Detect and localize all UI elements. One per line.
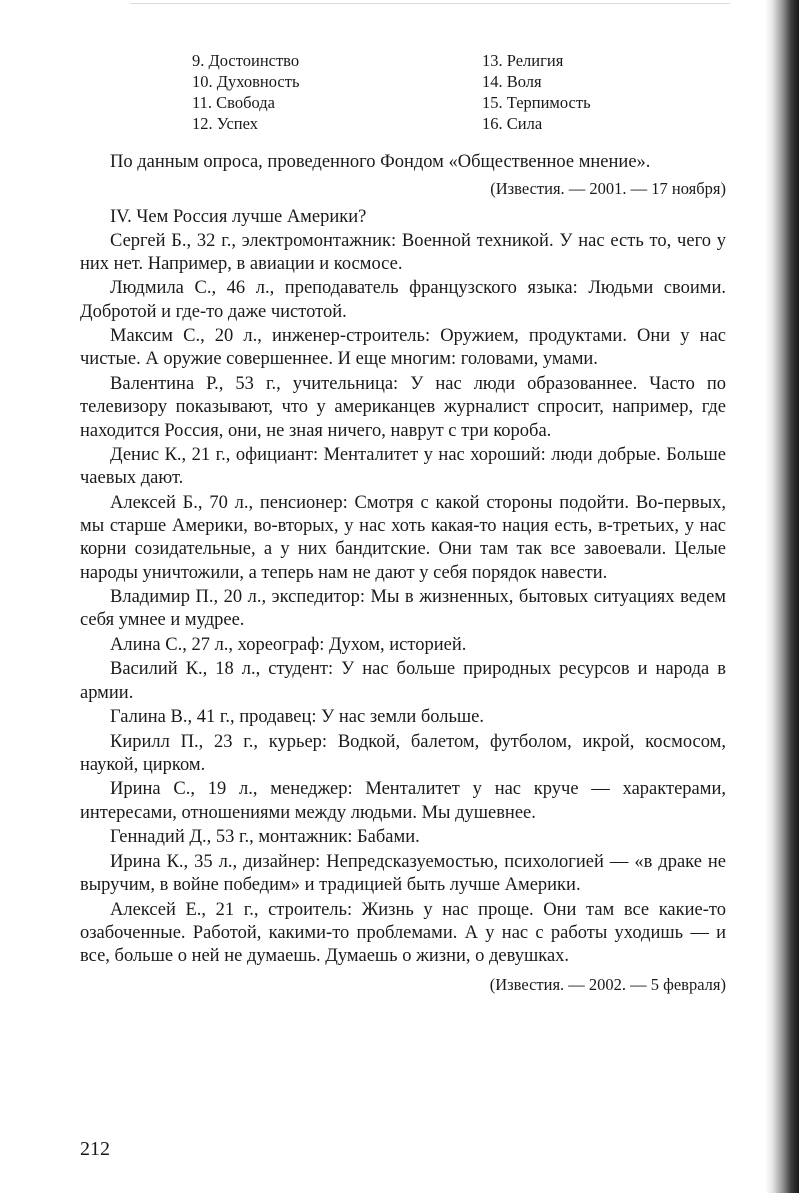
section-heading: IV. Чем Россия лучше Америки? <box>110 207 367 228</box>
answer-paragraph: Алексей Е., 21 г., строитель: Жизнь у нас проще. Они там все какие-то озабоченные. Работой, какими-то проблемами. А у нас с работы уходишь — и все, больше о ней не думаешь. Думаешь о жизни, о девушках. <box>80 899 726 967</box>
answer-paragraph: Геннадий Д., 53 г., монтажник: Бабами. <box>110 827 420 848</box>
values-list-left-column <box>192 50 482 134</box>
source-citation: (Известия. — 2001. — 17 ноября) <box>490 179 726 199</box>
answers-list <box>80 230 726 969</box>
answer-paragraph: Владимир П., 20 л., экспедитор: Мы в жизненных, бытовых ситуациях ведем себя умнее и мудрее. <box>80 587 726 631</box>
book-spine-shadow <box>765 0 799 1193</box>
list-item: 10. Духовность <box>192 72 300 91</box>
answer-paragraph: Кирилл П., 23 г., курьер: Водкой, балетом, футболом, икрой, космосом, наукой, цирком. <box>80 731 726 775</box>
page-number: 212 <box>80 1138 110 1160</box>
list-item: 9. Достоинство <box>192 51 300 70</box>
answer-paragraph: Максим С., 20 л., инженер-строитель: Оружием, продуктами. Они у нас чистые. А оружие совершеннее. И еще многим: головами, умами. <box>80 326 726 370</box>
answer-paragraph: Валентина Р., 53 г., учительница: У нас люди образованнее. Часто по телевизору показывают, что у американцев журналист спросит, например, где находится Россия, они, не зная ничего, наврут с три короба. <box>80 373 726 441</box>
answer-paragraph: Денис К., 21 г., официант: Менталитет у нас хороший: люди добрые. Больше чаевых дают. <box>80 445 726 489</box>
answer-paragraph: Сергей Б., 32 г., электромонтажник: Военной техникой. У нас есть то, чего у них нет. Например, в авиации и космосе. <box>80 230 726 274</box>
answer-paragraph: Алина С., 27 л., хореограф: Духом, историей. <box>110 634 467 655</box>
list-item: 15. Терпимость <box>482 93 591 112</box>
list-item: 14. Воля <box>482 72 542 91</box>
answer-paragraph: Людмила С., 46 л., преподаватель французского языка: Людьми своими. Добротой и где-то даже чистотой. <box>80 278 726 322</box>
answer-paragraph: Галина В., 41 г., продавец: У нас земли больше. <box>110 707 485 728</box>
list-item: 12. Успех <box>192 114 258 133</box>
source-citation: (Известия. — 2002. — 5 февраля) <box>489 975 726 995</box>
answer-paragraph: Ирина С., 19 л., менеджер: Менталитет у нас круче — характерами, интересами, отношениями между людьми. Мы душевнее. <box>80 779 726 823</box>
list-item: 11. Свобода <box>192 93 275 112</box>
answer-paragraph: Ирина К., 35 л., дизайнер: Непредсказуемостью, психологией — «в драке не выручим, в войне победим» и традицией быть лучше Америки. <box>80 851 726 896</box>
book-page <box>80 50 726 1002</box>
list-item: 16. Сила <box>482 114 543 133</box>
answer-paragraph: Василий К., 18 л., студент: У нас больше природных ресурсов и народа в армии. <box>80 659 726 703</box>
page-top-edge <box>130 3 730 4</box>
values-list-right-column <box>482 50 591 134</box>
values-list <box>192 50 726 134</box>
list-item: 13. Религия <box>482 51 564 70</box>
poll-note: По данным опроса, проведенного Фондом «Общественное мнение». <box>110 152 651 172</box>
answer-paragraph: Алексей Б., 70 л., пенсионер: Смотря с какой стороны подойти. Во-первых, мы старше Америки, во-вторых, у нас хоть какая-то нация есть, в-третьих, у нас корни созидательные, а у них бандитские. Они там так все завоевали. Целые народы уничтожили, а теперь нам не дают у себя порядок навести. <box>80 492 726 583</box>
